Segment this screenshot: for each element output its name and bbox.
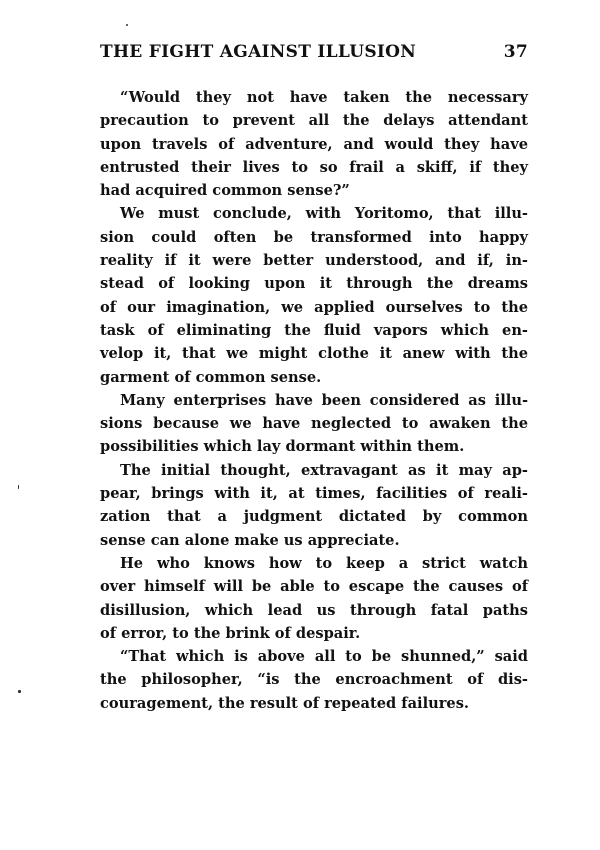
text-line: possibilities which lay dormant within them.	[100, 438, 465, 456]
text-line: sion could often be transformed into happy	[100, 228, 528, 246]
chapter-title: THE FIGHT AGAINST ILLUSION	[100, 42, 417, 62]
text-line: sions because we have neglected to awaken the	[100, 415, 528, 433]
text-line: precaution to prevent all the delays attendant	[100, 112, 528, 130]
text-line: garment of common sense.	[100, 368, 322, 386]
page-number: 37	[503, 42, 528, 62]
paragraph	[100, 645, 528, 715]
paragraph	[100, 552, 528, 645]
text-line: stead of looking upon it through the dreams	[100, 275, 528, 293]
running-header	[100, 42, 528, 68]
paragraph	[100, 459, 528, 552]
text-line: pear, brings with it, at times, facilities of reali-	[100, 485, 528, 503]
text-line: disillusion, which lead us through fatal paths	[100, 601, 528, 619]
text-line: sense can alone make us appreciate.	[100, 531, 400, 549]
text-line: Many enterprises have been considered as illu-	[120, 391, 528, 409]
paragraph	[100, 202, 528, 388]
page-body	[100, 86, 528, 715]
text-line: velop it, that we might clothe it anew with the	[100, 345, 528, 363]
text-line: upon travels of adventure, and would they have	[100, 135, 528, 153]
text-line: of our imagination, we applied ourselves to the	[100, 298, 528, 316]
text-line: We must conclude, with Yoritomo, that illu-	[120, 205, 528, 223]
scan-speck	[126, 24, 128, 26]
scan-speck	[18, 485, 19, 489]
scan-speck	[18, 690, 21, 693]
text-line: the philosopher, “is the encroachment of dis-	[100, 671, 528, 689]
text-line: reality if it were better understood, and if, in-	[100, 252, 528, 270]
text-line: had acquired common sense?”	[100, 182, 350, 200]
text-line: of error, to the brink of despair.	[100, 624, 361, 642]
text-line: task of eliminating the fluid vapors which en-	[100, 321, 528, 339]
text-line: entrusted their lives to so frail a skiff, if they	[100, 158, 528, 176]
text-line: over himself will be able to escape the causes of	[100, 578, 528, 596]
paragraph	[100, 389, 528, 459]
text-line: “Would they not have taken the necessary	[120, 89, 528, 106]
text-line: couragement, the result of repeated failures.	[100, 694, 470, 712]
text-line: The initial thought, extravagant as it may ap-	[120, 461, 528, 479]
paragraph	[100, 86, 528, 202]
text-line: zation that a judgment dictated by common	[100, 508, 528, 526]
text-line: “That which is above all to be shunned,” said	[120, 648, 528, 666]
text-line: He who knows how to keep a strict watch	[120, 554, 528, 572]
